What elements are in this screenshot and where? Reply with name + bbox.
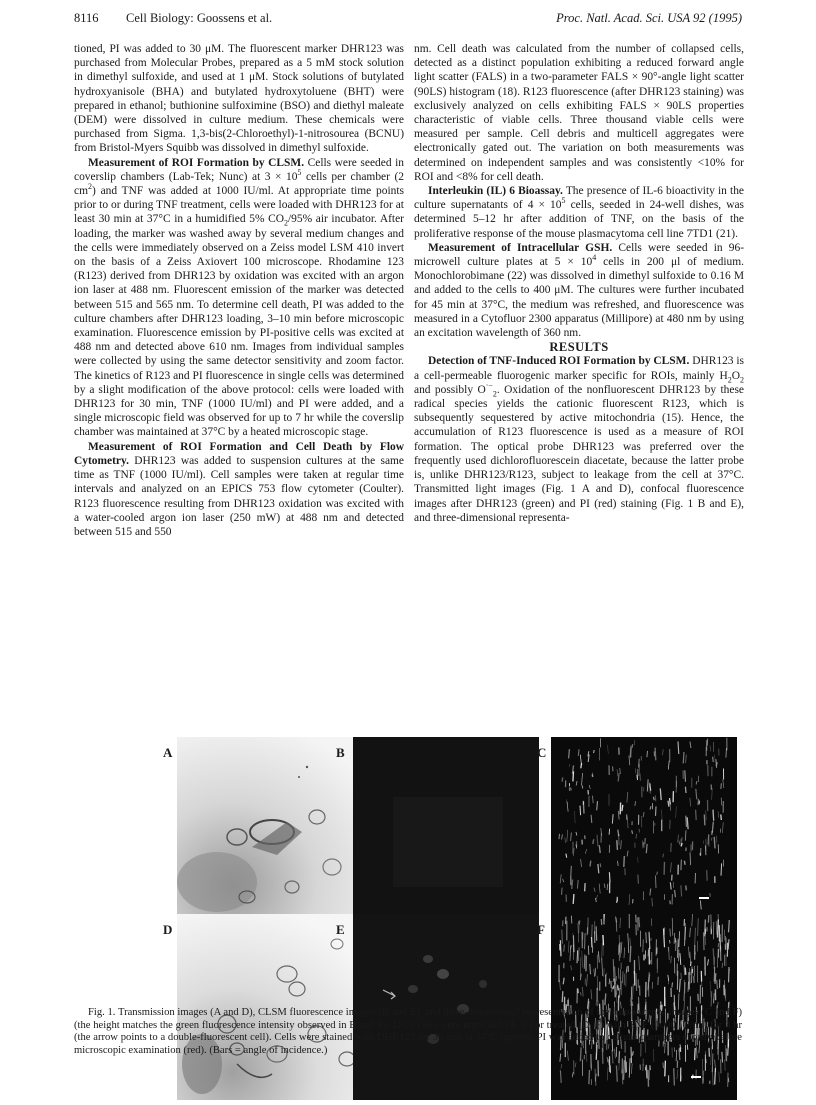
panel-label-c: C (537, 745, 547, 760)
panel-label-f: F (537, 922, 545, 937)
results-heading: RESULTS (549, 340, 609, 355)
caption-lead: Fig. 1. (88, 1007, 116, 1018)
panel-label-e: E (336, 922, 345, 937)
paragraph-materials: tioned, PI was added to 30 μM. The fluorescent marker DHR123 was purchased from Molecular Probes, prepared as a 5 mM stock solution in dimethyl sulfoxide, and used at 1 μM. Stock solutions of butylated hydroxyanisole (BHA) and butylated hydroxytoluene (BHT) were prepared in ethanol; buthionine sulfoximine (BSO) and diethyl maleate (DEM) were dissolved in culture medium. These chemicals were purchased from Sigma. 1,3-bis(2-Chloroethyl)-1-nitrosourea (BCNU) from Bristol-Myers Squibb was dissolved in dimethyl sulfoxide. (74, 43, 404, 155)
panel-label-a: A (163, 745, 173, 760)
scale-bar (699, 897, 709, 899)
panel-label-b: B (336, 745, 345, 760)
figure-caption (74, 1007, 742, 1057)
left-column (74, 42, 404, 539)
panel-b-fluorescence (353, 737, 539, 923)
panel-c-3d (551, 737, 737, 923)
page-header (74, 11, 742, 29)
running-title: Cell Biology: Goossens et al. (126, 11, 273, 25)
section-heading-clsm: Measurement of ROI Formation by CLSM. (88, 156, 305, 169)
caption-text: Transmission images (A and D), CLSM fluorescence images (B and E), and three-dimensional representation of the fluorescence images (C and F) (the height matches the green fluorescence intensity observed in B and E). L929 cells were untreated (A–C) or treated (D–F) with TNF (1000 IU/ml) for 3 hr (the arrow points to a double-fluorescent cell). Cells were stained with DHR123 for 30 min at 37°C (green). PI was added to culture chambers shortly before microscopic examination (red). (Bars = angle of incidence.) (74, 1007, 743, 1056)
section-heading-flow-cytometry: Measurement of ROI Formation and Cell Death by Flow Cytometry. (74, 440, 404, 467)
scale-bar (691, 1076, 701, 1078)
paragraph-gsh: Measurement of Intracellular GSH. Cells were seeded in 96-microwell culture plates at $5 \times 10^4$ cells in 200 μl of medium. Monochlorobimane (22) was dissolved in dimethyl sulfoxide to 0.16 M and added to the cells to 400 μM. The cultures were further incubated for 45 min at 37°C, the medium was refreshed, and fluorescence was measured in a Cytofluor 2300 apparatus (Millipore) at 480 nm by using an excitation wavelength of 360 nm. (414, 241, 744, 340)
paragraph-results: Detection of TNF-Induced ROI Formation by CLSM. DHR123 is a cell-permeable fluorogenic marker specific for ROIs, mainly $H_2O_2$ and possibly $O^{\cdot-}_2$. Oxidation of the nonfluorescent DHR123 by these radical species yields the cationic fluorescent R123, which is subsequently sequestered by active mitochondria (15). Hence, the accumulation of R123 fluorescence is used as a measure of ROI formation. The optical probe DHR123 was preferred over the frequently used dichlorofluorescein diacetate, because the latter probe is, unlike DHR123/R123, subject to leakage from the cell at 37°C. Transmitted light images (Fig. 1 A and D), confocal fluorescence images after DHR123 (green) and PI (red) staining (Fig. 1 B and E), and three-dimensional representa- (414, 355, 744, 524)
panel-label-d: D (163, 922, 173, 937)
journal-citation: Proc. Natl. Acad. Sci. USA 92 (1995) (556, 11, 742, 25)
paragraph-il6: Interleukin (IL) 6 Bioassay. The presence of IL-6 bioactivity in the culture supernatants of $4 \times 10^5$ cells, seeded in 24-well dishes, was determined 5–12 hr after addition of TNF, on the basis of the proliferative response of the mouse plasmacytoma cell line 7TD1 (21). (414, 185, 744, 240)
right-column (414, 42, 744, 525)
panel-a-transmission (177, 737, 363, 923)
page-number: 8116 (74, 11, 99, 25)
fluorescence-image-untreated (353, 737, 539, 923)
section-heading-gsh: Measurement of Intracellular GSH. (428, 241, 613, 254)
transmission-image-untreated (177, 737, 363, 923)
section-heading-detection: Detection of TNF-Induced ROI Formation by CLSM. (428, 355, 690, 368)
three-dimensional-image-untreated (551, 737, 737, 923)
paragraph-flow-cytometry: Measurement of ROI Formation and Cell Death by Flow Cytometry. DHR123 was added to suspension cultures at the same time as TNF (1000 IU/ml). Cell samples were taken at regular time intervals and analyzed on an EPICS 753 flow cytometer (Coulter). R123 fluorescence resulting from DHR123 oxidation was excited with a water-cooled argon ion laser (250 mW) at 488 nm and detected between 515 and 550 (74, 440, 404, 538)
paragraph-clsm: Measurement of ROI Formation by CLSM. Cells were seeded in coverslip chambers (Lab-Tek; Nunc) at $3 \times 10^5$ cells per chamber (2 $cm^2$) and TNF was added at 1000 IU/ml. At appropriate time points prior to or during TNF treatment, cells were loaded with DHR123 for at least 30 min at 37°C in a humidified 5% $CO_2/95\%$ air incubator. After loading, the marker was washed away by several medium changes and the cells were immediately observed on a Zeiss model LSM 410 invert on the basis of a Zeiss Axiovert 100 microscope. Rhodamine 123 (R123) derived from DHR123 by oxidation was excited with an argon ion laser at 488 nm. Fluorescent emission of the marker was detected between 515 and 565 nm. To determine cell death, PI was added to the culture chambers after DHR123 loading, 3–10 min before microscopic examination. Fluorescence emission by PI-positive cells was excited at 488 nm and detected above 610 nm. Images from individual samples were collected by using the same detector sensitivity and zoom factor. The kinetics of R123 and PI fluorescence in single cells was determined by a slight modification of the above protocol: cells were loaded with DHR123 for 30 min, TNF (1000 IU/ml) and PI were added, and a single microscopic field was observed for up to 7 hr while the coverslip chamber was maintained at 37°C by a heated microscopic stage. (74, 156, 405, 439)
section-heading-il6: Interleukin (IL) 6 Bioassay. (428, 185, 563, 198)
paragraph-cell-death: nm. Cell death was calculated from the number of collapsed cells, detected as a distinct population exhibiting a reduced forward angle light scatter (FALS) in a two-parameter FALS × 90°-angle light scatter (90LS) histogram (18). R123 fluorescence (after DHR123 staining) was exclusively analyzed on cells exhibiting FALS × 90LS properties characteristic of viable cells. Three thousand viable cells were measured per sample. Cell debris and multicell aggregates were electronically gated out. The variation on both measurements was determined on independent samples and was consistently <10% for ROI and <8% for cell death. (414, 43, 744, 183)
